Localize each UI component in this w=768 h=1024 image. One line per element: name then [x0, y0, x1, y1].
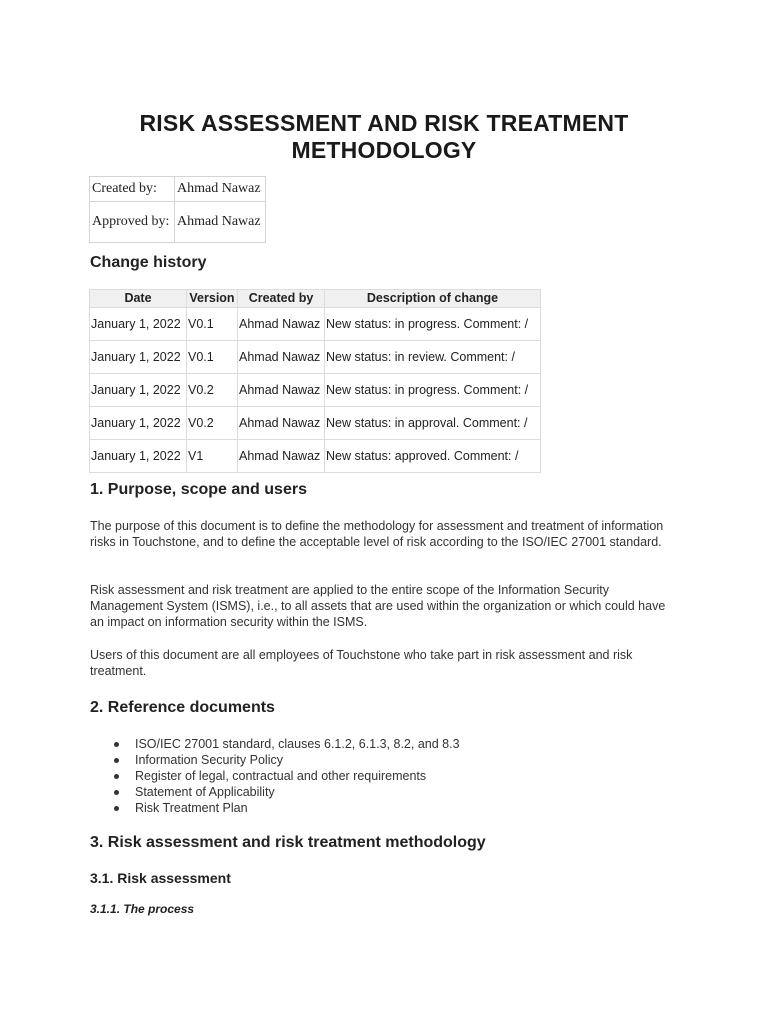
- change-history-heading: Change history: [90, 254, 207, 271]
- col-version-header: Version: [187, 290, 238, 308]
- list-item: Statement of Applicability: [90, 784, 460, 800]
- document-title: [120, 110, 648, 164]
- approved-by-value: Ahmad Nawaz: [175, 202, 266, 243]
- created-by-label: Created by:: [90, 177, 175, 202]
- document-meta-table: [89, 176, 266, 243]
- list-item: Risk Treatment Plan: [90, 800, 460, 816]
- cell-created-by: Ahmad Nawaz: [238, 308, 325, 341]
- cell-description: New status: in review. Comment: /: [325, 341, 541, 374]
- title-line-2: METHODOLOGY: [291, 137, 477, 163]
- list-item: Information Security Policy: [90, 752, 460, 768]
- list-item: Register of legal, contractual and other requirements: [90, 768, 460, 784]
- section-1-paragraph-3: Users of this document are all employees of Touchstone who take part in risk assessment and risk treatment.: [90, 648, 633, 678]
- table-row: [90, 308, 541, 341]
- title-line-1: RISK ASSESSMENT AND RISK TREATMENT: [139, 110, 629, 136]
- change-history-table: [89, 289, 541, 473]
- cell-description: New status: in progress. Comment: /: [325, 374, 541, 407]
- section-3-heading: 3. Risk assessment and risk treatment methodology: [90, 834, 486, 851]
- cell-version: V0.2: [187, 407, 238, 440]
- cell-description: New status: in approval. Comment: /: [325, 407, 541, 440]
- cell-date: January 1, 2022: [90, 374, 187, 407]
- created-by-value: Ahmad Nawaz: [175, 177, 266, 202]
- cell-created-by: Ahmad Nawaz: [238, 407, 325, 440]
- table-row: [90, 374, 541, 407]
- cell-version: V0.2: [187, 374, 238, 407]
- cell-description: New status: in progress. Comment: /: [325, 308, 541, 341]
- col-date-header: Date: [90, 290, 187, 308]
- cell-date: January 1, 2022: [90, 341, 187, 374]
- section-1-paragraph-1: The purpose of this document is to define the methodology for assessment and treatment of information risks in Touchstone, and to define the acceptable level of risk according to the ISO/IEC 27001 standard.: [90, 519, 664, 549]
- cell-created-by: Ahmad Nawaz: [238, 440, 325, 473]
- cell-date: January 1, 2022: [90, 308, 187, 341]
- col-description-header: Description of change: [325, 290, 541, 308]
- table-row: [90, 407, 541, 440]
- approved-by-label: Approved by:: [90, 202, 175, 243]
- cell-created-by: Ahmad Nawaz: [238, 341, 325, 374]
- section-3-1-1-heading: 3.1.1. The process: [90, 902, 195, 916]
- section-1-paragraph-2: Risk assessment and risk treatment are applied to the entire scope of the Information Security Management System (ISMS), i.e., to all assets that are used within the organization or which could have an impact on information security within the ISMS.: [90, 583, 666, 629]
- cell-date: January 1, 2022: [90, 407, 187, 440]
- col-created-by-header: Created by: [238, 290, 325, 308]
- list-item: ISO/IEC 27001 standard, clauses 6.1.2, 6.1.3, 8.2, and 8.3: [90, 736, 460, 752]
- cell-version: V0.1: [187, 341, 238, 374]
- cell-created-by: Ahmad Nawaz: [238, 374, 325, 407]
- section-2-heading: 2. Reference documents: [90, 699, 275, 716]
- table-header-row: [90, 290, 541, 308]
- meta-row-created: [90, 177, 266, 202]
- cell-description: New status: approved. Comment: /: [325, 440, 541, 473]
- table-row: [90, 341, 541, 374]
- meta-row-approved: [90, 202, 266, 243]
- section-1-heading: 1. Purpose, scope and users: [90, 481, 307, 498]
- table-row: [90, 440, 541, 473]
- cell-version: V1: [187, 440, 238, 473]
- cell-date: January 1, 2022: [90, 440, 187, 473]
- section-3-1-heading: 3.1. Risk assessment: [90, 870, 231, 886]
- reference-documents-list: [90, 736, 460, 816]
- cell-version: V0.1: [187, 308, 238, 341]
